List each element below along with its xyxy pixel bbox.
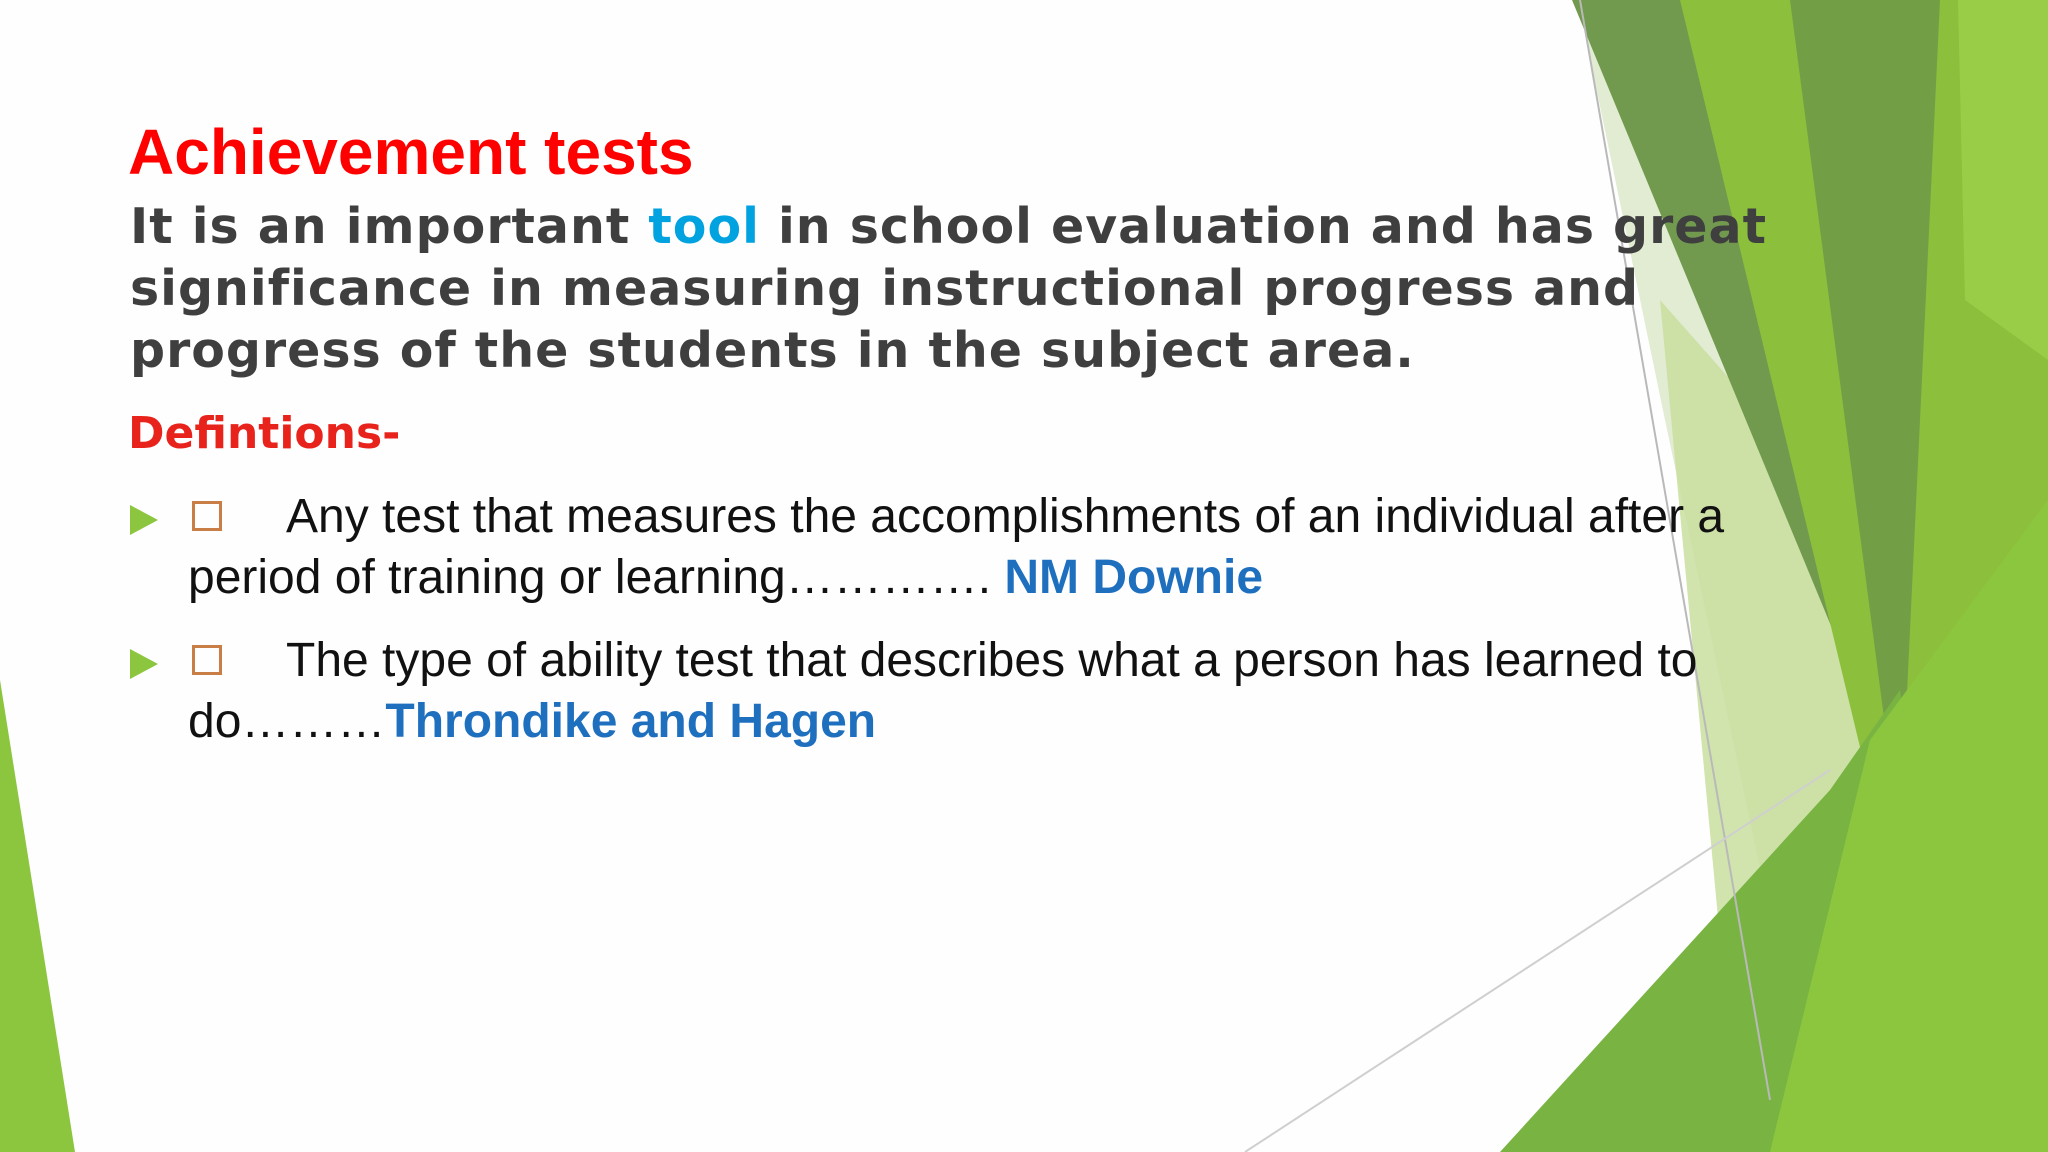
- definition-text: [188, 486, 1810, 608]
- definition-body: The type of ability test that describes what a person has learned to do………: [188, 634, 1698, 748]
- triangle-bullet-icon: [130, 505, 158, 535]
- intro-highlight-word: tool: [648, 198, 760, 255]
- definition-author: Throndike and Hagen: [385, 695, 877, 748]
- definition-item: [130, 630, 1810, 752]
- definition-text: [188, 630, 1810, 752]
- empty-checkbox-icon: [192, 501, 222, 531]
- definition-author: NM Downie: [1004, 551, 1264, 604]
- intro-text-start: It is an important: [130, 198, 649, 255]
- definitions-heading: Defintions-: [128, 408, 401, 459]
- slide-title: Achievement tests: [128, 116, 694, 188]
- definition-body: Any test that measures the accomplishments of an individual after a period of training or learning………….: [188, 490, 1725, 604]
- empty-checkbox-icon: [192, 645, 222, 675]
- definition-item: [130, 486, 1810, 608]
- intro-text-end: in school evaluation and has great significance in measuring instructional progress and progress of the students in the subject area.: [130, 198, 1768, 379]
- left-green-shape: [0, 680, 75, 1152]
- intro-paragraph: [130, 196, 1770, 382]
- triangle-bullet-icon: [130, 649, 158, 679]
